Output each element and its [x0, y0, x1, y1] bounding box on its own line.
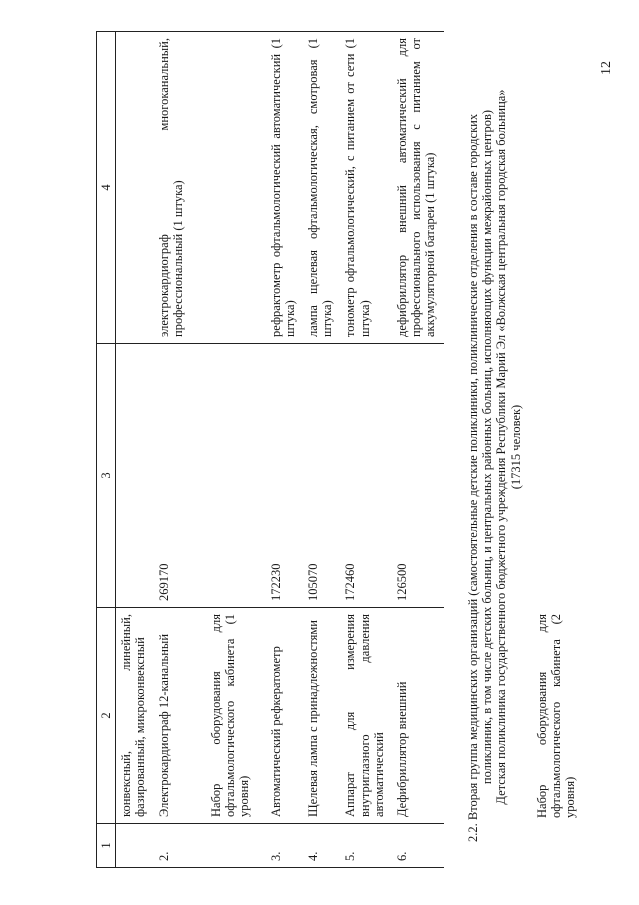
item-name: Щелевая лампа с принадлежностями — [303, 608, 340, 824]
row-number: 6. — [392, 824, 444, 868]
header-col-4: 4 — [97, 32, 116, 344]
header-col-2: 2 — [97, 608, 116, 824]
item-name: Дефибриллятор внешний — [392, 608, 444, 824]
rotated-landscape-content — [96, 28, 596, 868]
table-row — [154, 32, 206, 868]
table-row — [206, 32, 266, 868]
table-row — [532, 32, 581, 868]
item-price: 126500 — [392, 344, 444, 608]
item-equipment: дефибриллятор внешний автоматический для профессионального использования с питанием от аккумуляторной батареи (1 штука) — [392, 32, 444, 344]
item-name: Аппарат для измерения внутриглазного давления автоматический — [340, 608, 392, 824]
row-number: 2. — [154, 824, 206, 868]
table-row — [340, 32, 392, 868]
row-number — [206, 824, 266, 868]
continued-table — [532, 32, 581, 868]
item-price: 172230 — [266, 344, 303, 608]
item-equipment: тонометр офтальмологический, с питанием от сети (1 штука) — [340, 32, 392, 344]
item-name: Автоматический рефкератометр — [266, 608, 303, 824]
item-name: Набор оборудования для офтальмологического кабинета (2 уровня) — [535, 614, 578, 818]
equipment-table — [96, 31, 444, 868]
item-price: 269170 — [154, 344, 206, 608]
item-name: Набор оборудования для офтальмологического кабинета (1 уровня) — [206, 608, 266, 824]
row-number: 5. — [340, 824, 392, 868]
section-line-2: поликлиник, в том числе детских больниц, и центральных районных больниц, исполняющих функции межрайонных центров) — [480, 109, 495, 785]
item-equipment: лампа щелевая офтальмологическая, смотровая (1 штука) — [303, 32, 340, 344]
row-number: 3. — [266, 824, 303, 868]
table-row — [266, 32, 303, 868]
section-line-4: (17315 человек) — [508, 404, 523, 490]
item-price: 172460 — [340, 344, 392, 608]
page-number: 12 — [599, 61, 614, 75]
section-line-3: Детская поликлиника государственного бюджетного учреждения Республики Марий Эл «Волжская центральная городская больница» — [494, 89, 509, 805]
item-equipment: электрокардиограф многоканальный, профессиональный (1 штука) — [154, 32, 206, 344]
item-equipment: рефрактометр офтальмологический автоматический (1 штука) — [266, 32, 303, 344]
item-equipment — [206, 32, 266, 344]
table-row — [392, 32, 444, 868]
table-row — [116, 32, 154, 868]
section-line-1: 2.2. Вторая группа медицинских организаций (самостоятельные детские поликлиники, поликлинические отделения в составе городских — [466, 113, 480, 842]
table-header-row — [97, 32, 116, 868]
item-name: Электрокардиограф 12-канальный — [154, 608, 206, 824]
continuation-text: конвексный, линейный, фазированный, микроконвексный — [116, 608, 154, 824]
row-number: 4. — [303, 824, 340, 868]
item-price — [206, 344, 266, 608]
header-col-1: 1 — [97, 824, 116, 868]
section-heading — [466, 52, 523, 842]
table-row — [303, 32, 340, 868]
header-col-3: 3 — [97, 344, 116, 608]
item-price: 105070 — [303, 344, 340, 608]
